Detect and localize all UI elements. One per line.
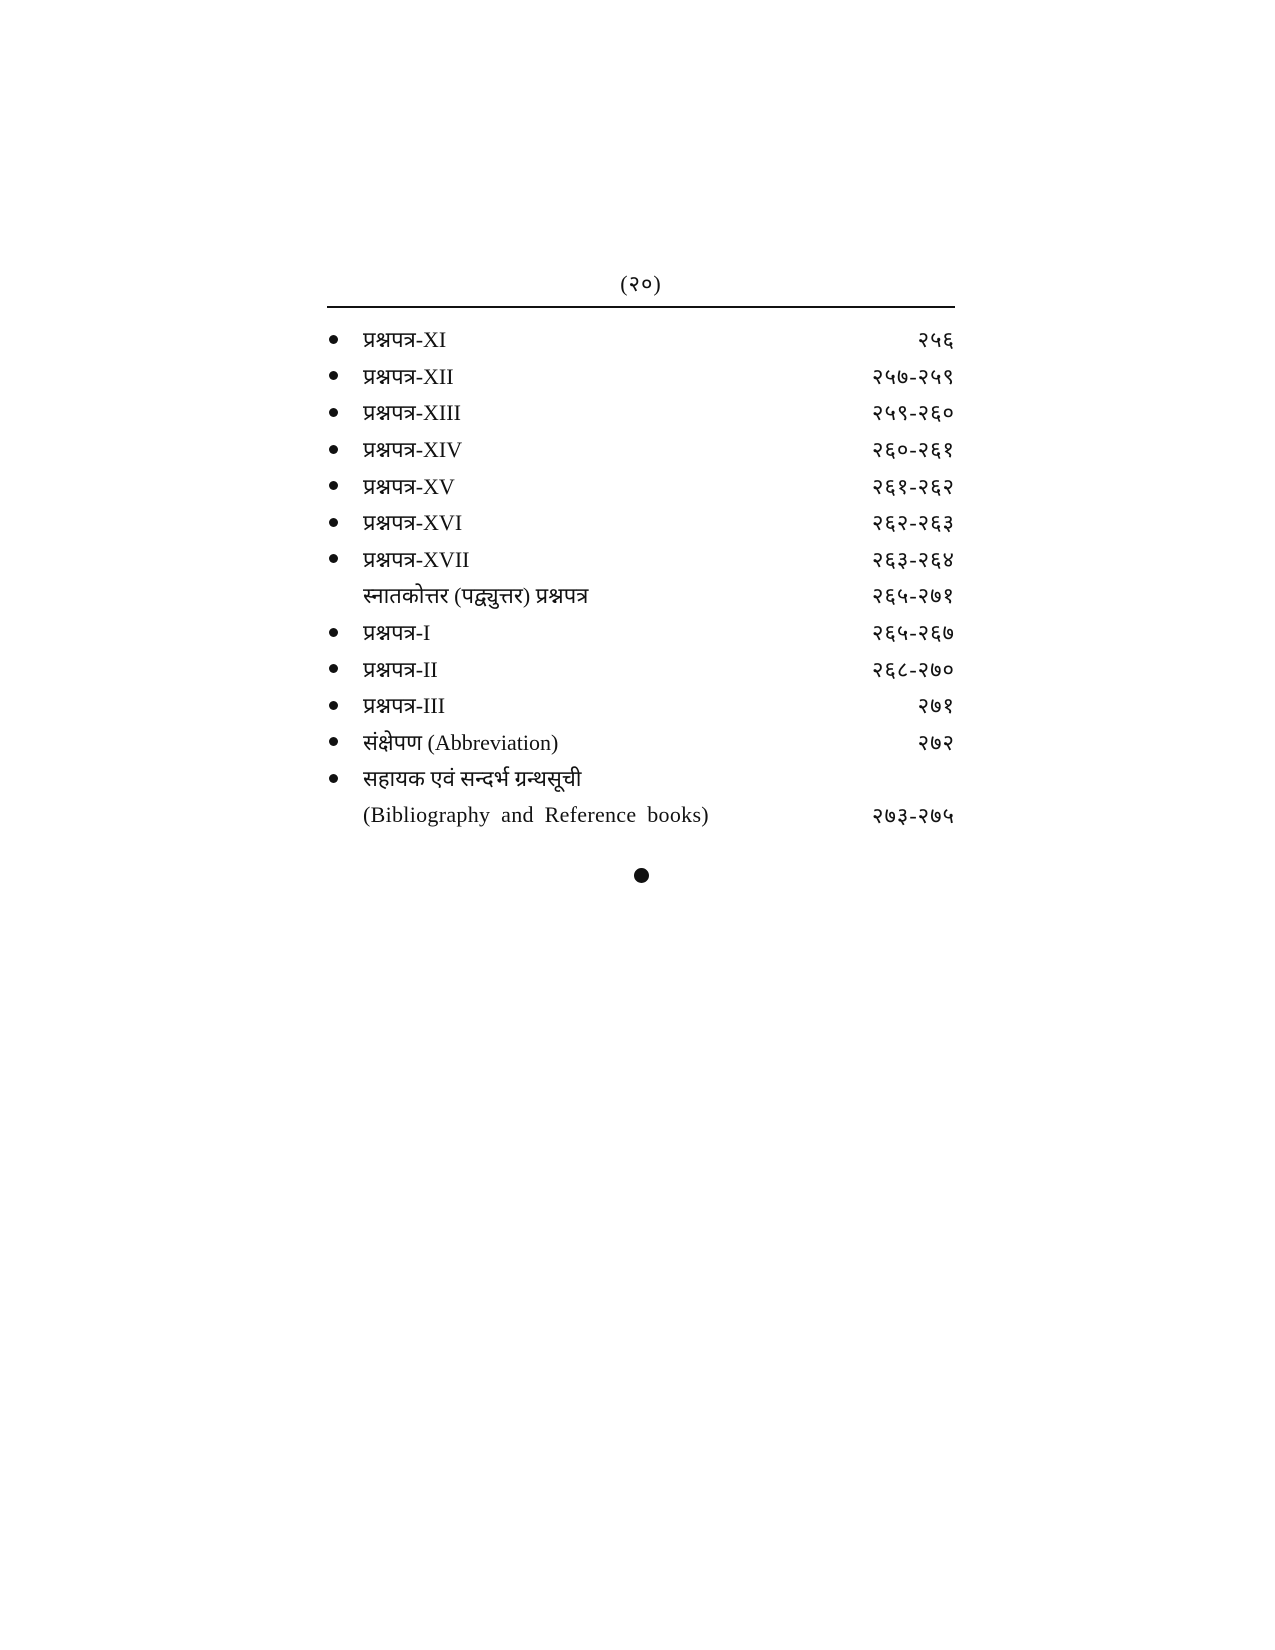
toc-entry [327, 650, 955, 687]
toc-entry-label: प्रश्नपत्र-XVII [363, 546, 470, 572]
toc-entry [327, 321, 955, 358]
toc-entry [327, 394, 955, 431]
toc-entry-pages: २५७-२५९ [872, 363, 955, 389]
toc-entry-label: प्रश्नपत्र-III [363, 693, 446, 719]
toc-entry-pages: २६३-२६४ [872, 546, 955, 572]
bullet-cell [327, 774, 363, 783]
bullet-icon [329, 628, 338, 637]
toc-entry-label: प्रश्नपत्र-I [363, 620, 431, 646]
toc-entry-label: प्रश्नपत्र-II [363, 656, 438, 682]
toc-entry-pages: २६१-२६२ [872, 473, 955, 499]
bullet-icon [329, 445, 338, 454]
bullet-icon [329, 518, 338, 527]
toc-entry-pages: २७२ [917, 729, 955, 755]
bullet-icon [329, 737, 338, 746]
bullet-cell [327, 664, 363, 673]
bullet-icon [329, 664, 338, 673]
toc-entry-label: (Bibliography and Reference books) [363, 802, 709, 828]
bullet-icon [329, 701, 338, 710]
toc-entry-label: सहायक एवं सन्दर्भ ग्रन्थसूची [363, 766, 582, 792]
bullet-icon [329, 554, 338, 563]
toc-entry [327, 760, 955, 797]
toc-entry-pages: २६५-२६७ [872, 620, 955, 646]
bullet-cell [327, 518, 363, 527]
bullet-cell [327, 408, 363, 417]
bullet-cell [327, 481, 363, 490]
toc-entry-label: स्नातकोत्तर (पद्व्युत्तर) प्रश्नपत्र [363, 583, 589, 609]
header-rule [327, 306, 955, 308]
toc-entry-label: प्रश्नपत्र-XV [363, 473, 455, 499]
toc-entry [327, 614, 955, 651]
toc-entry-pages: २७३-२७५ [872, 803, 955, 829]
bullet-cell [327, 628, 363, 637]
toc-entry-pages: २५६ [917, 327, 955, 353]
bullet-cell [327, 554, 363, 563]
page-number: (२०) [620, 271, 662, 296]
toc-entry-label: प्रश्नपत्र-XVI [363, 510, 463, 536]
toc-entry-pages: २७१ [917, 693, 955, 719]
toc-entry [327, 724, 955, 761]
toc-entry-label: प्रश्नपत्र-XI [363, 327, 447, 353]
toc-entry-pages: २६०-२६१ [872, 437, 955, 463]
toc-entry-label: प्रश्नपत्र-XIII [363, 400, 461, 426]
bullet-cell [327, 335, 363, 344]
toc-entry [327, 541, 955, 578]
table-of-contents [327, 321, 955, 833]
bullet-icon [329, 335, 338, 344]
bullet-cell [327, 701, 363, 710]
end-bullet-mark [634, 868, 649, 883]
toc-entry [327, 358, 955, 395]
bullet-icon [329, 481, 338, 490]
toc-entry [327, 431, 955, 468]
toc-entry [327, 577, 955, 614]
toc-entry-pages: २६२-२६३ [872, 510, 955, 536]
bullet-cell [327, 445, 363, 454]
toc-entry [327, 797, 955, 834]
toc-entry [327, 467, 955, 504]
toc-entry-label: प्रश्नपत्र-XIV [363, 437, 463, 463]
bullet-icon [329, 371, 338, 380]
bullet-icon [329, 408, 338, 417]
toc-entry [327, 504, 955, 541]
toc-entry-label: प्रश्नपत्र-XII [363, 363, 454, 389]
bullet-cell [327, 371, 363, 380]
toc-entry-pages: २६८-२७० [872, 656, 955, 682]
bullet-icon [329, 774, 338, 783]
toc-entry-pages: २५९-२६० [872, 400, 955, 426]
toc-entry-pages: २६५-२७१ [872, 583, 955, 609]
toc-entry-label: संक्षेपण (Abbreviation) [363, 729, 559, 755]
toc-entry [327, 687, 955, 724]
bullet-cell [327, 737, 363, 746]
